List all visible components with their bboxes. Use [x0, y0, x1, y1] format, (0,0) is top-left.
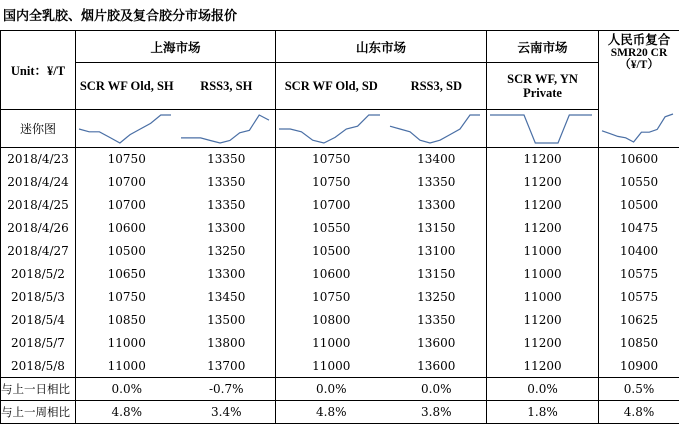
table-row	[1, 217, 679, 240]
price-cell: 13150	[417, 267, 456, 281]
sparkline-label: 迷你图	[1, 110, 76, 148]
rmb-header	[599, 31, 679, 110]
price-cell: 10700	[76, 194, 178, 217]
change-cell: 0.0%	[487, 378, 599, 401]
market-yunnan: 云南市场	[487, 31, 599, 63]
price-cell: 11000	[76, 332, 178, 355]
market-shanghai: 上海市场	[76, 31, 276, 63]
sparkline-line	[79, 115, 171, 143]
row-date: 2018/5/2	[1, 263, 76, 286]
price-cell: 11200	[487, 355, 599, 378]
row-date: 2018/4/27	[1, 240, 76, 263]
price-cell: 13150	[417, 221, 456, 235]
price-cell: 10750	[76, 286, 178, 309]
change-cell: 0.0%	[276, 378, 387, 401]
price-cell: 11000	[276, 332, 387, 355]
row-date: 2018/5/7	[1, 332, 76, 355]
price-cell: 13700	[207, 358, 246, 373]
summary-row	[1, 378, 679, 401]
price-cell: 10900	[599, 355, 679, 378]
price-cell: 10475	[599, 217, 679, 240]
sparkline-line	[279, 115, 380, 143]
price-cell: 11200	[487, 148, 599, 171]
price-cell: 13100	[417, 244, 456, 258]
sparkline-cell	[76, 110, 178, 148]
rmb-column-label: SMR20 CR（¥/T）	[610, 47, 668, 71]
change-cell: 1.8%	[487, 401, 599, 424]
price-cell: 10575	[599, 263, 679, 286]
summary-label: 与上一周相比	[1, 401, 76, 424]
row-date: 2018/4/26	[1, 217, 76, 240]
price-cell: 10850	[599, 332, 679, 355]
price-cell: 13300	[417, 198, 456, 212]
price-cell: 13350	[207, 198, 246, 212]
price-cell: 10625	[599, 309, 679, 332]
col-rss3-sh: RSS3, SH	[178, 63, 276, 110]
price-cell: 10700	[276, 194, 387, 217]
change-cell: 0.5%	[599, 378, 679, 401]
price-cell: 10850	[76, 309, 178, 332]
sparkline-chart	[599, 111, 676, 145]
sparkline-chart	[387, 112, 483, 146]
change-cell: 3.4%	[178, 401, 276, 424]
price-cell: 10550	[276, 217, 387, 240]
price-cell: 11000	[487, 263, 599, 286]
price-table	[0, 30, 679, 424]
price-cell: 13350	[207, 152, 246, 167]
price-cell: 13600	[417, 358, 456, 373]
price-cell: 10500	[276, 240, 387, 263]
sparkline-cell	[599, 110, 679, 148]
page-title: 国内全乳胶、烟片胶及复合胶分市场报价	[3, 9, 238, 24]
price-cell: 11200	[487, 217, 599, 240]
price-cell: 10400	[599, 240, 679, 263]
price-cell: 11200	[487, 194, 599, 217]
price-cell: 13300	[207, 221, 246, 235]
row-date: 2018/4/25	[1, 194, 76, 217]
price-cell: 10700	[76, 171, 178, 194]
sparkline-row	[1, 110, 679, 148]
price-cell: 13450	[207, 290, 246, 304]
price-cell: 10750	[76, 148, 178, 171]
sparkline-chart	[76, 112, 174, 146]
price-cell: 10650	[76, 263, 178, 286]
price-cell: 11200	[487, 332, 599, 355]
price-cell: 10750	[276, 286, 387, 309]
change-cell: 0.0%	[387, 378, 487, 401]
price-cell: 13350	[417, 175, 456, 189]
price-cell: 13250	[207, 244, 246, 258]
table-row	[1, 309, 679, 332]
col-scr-yn: SCR WF, YN Private	[487, 63, 599, 110]
unit-header: Unit：¥/T	[1, 31, 76, 110]
price-cell: 10550	[599, 171, 679, 194]
price-cell: 13350	[207, 175, 246, 189]
sparkline-line	[602, 114, 673, 142]
sparkline-cell	[178, 110, 276, 148]
change-cell: 3.8%	[387, 401, 487, 424]
sparkline-line	[181, 115, 269, 143]
price-cell: 13500	[207, 313, 246, 327]
sparkline-cell	[487, 110, 599, 148]
price-cell: 11200	[487, 309, 599, 332]
price-cell: 10750	[276, 148, 387, 171]
price-cell: 10600	[276, 263, 387, 286]
table-row	[1, 148, 679, 171]
sparkline-cell	[276, 110, 387, 148]
price-cell: 13250	[417, 290, 456, 304]
row-date: 2018/5/4	[1, 309, 76, 332]
price-cell: 13800	[207, 336, 246, 350]
table-row	[1, 263, 679, 286]
market-shandong: 山东市场	[276, 31, 487, 63]
rmb-market-label: 人民币复合	[607, 32, 671, 47]
table-row	[1, 240, 679, 263]
price-cell: 10500	[599, 194, 679, 217]
price-cell: 10600	[76, 217, 178, 240]
summary-label: 与上一日相比	[1, 378, 76, 401]
price-cell: 10750	[276, 171, 387, 194]
price-cell: 10600	[599, 148, 679, 171]
table-row	[1, 286, 679, 309]
change-cell: 4.8%	[76, 401, 178, 424]
price-cell: 11000	[487, 286, 599, 309]
price-cell: 13350	[417, 313, 456, 327]
price-cell: 13400	[417, 152, 456, 167]
table-row	[1, 332, 679, 355]
price-cell: 13600	[417, 336, 456, 350]
table-row	[1, 194, 679, 217]
col-scr-sd: SCR WF Old, SD	[276, 63, 387, 110]
price-cell: 11000	[487, 240, 599, 263]
row-date: 2018/4/24	[1, 171, 76, 194]
sparkline-chart	[178, 112, 272, 146]
row-date: 2018/5/3	[1, 286, 76, 309]
price-cell: 11200	[487, 171, 599, 194]
sparkline-chart	[487, 112, 595, 146]
sparkline-cell	[387, 110, 487, 148]
price-cell: 13300	[207, 267, 246, 281]
col-rss3-sd: RSS3, SD	[387, 63, 487, 110]
change-cell: -0.7%	[178, 378, 276, 401]
table-row	[1, 171, 679, 194]
table-row	[1, 355, 679, 378]
price-cell: 10500	[76, 240, 178, 263]
change-cell: 0.0%	[76, 378, 178, 401]
change-cell: 4.8%	[276, 401, 387, 424]
price-cell: 10575	[599, 286, 679, 309]
price-cell: 11000	[76, 355, 178, 378]
col-scr-sh: SCR WF Old, SH	[76, 63, 178, 110]
price-cell: 11000	[276, 355, 387, 378]
sparkline-chart	[276, 112, 383, 146]
sparkline-line	[490, 115, 592, 143]
row-date: 2018/5/8	[1, 355, 76, 378]
change-cell: 4.8%	[599, 401, 679, 424]
row-date: 2018/4/23	[1, 148, 76, 171]
summary-row	[1, 401, 679, 424]
price-cell: 10800	[276, 309, 387, 332]
sparkline-line	[390, 115, 480, 143]
